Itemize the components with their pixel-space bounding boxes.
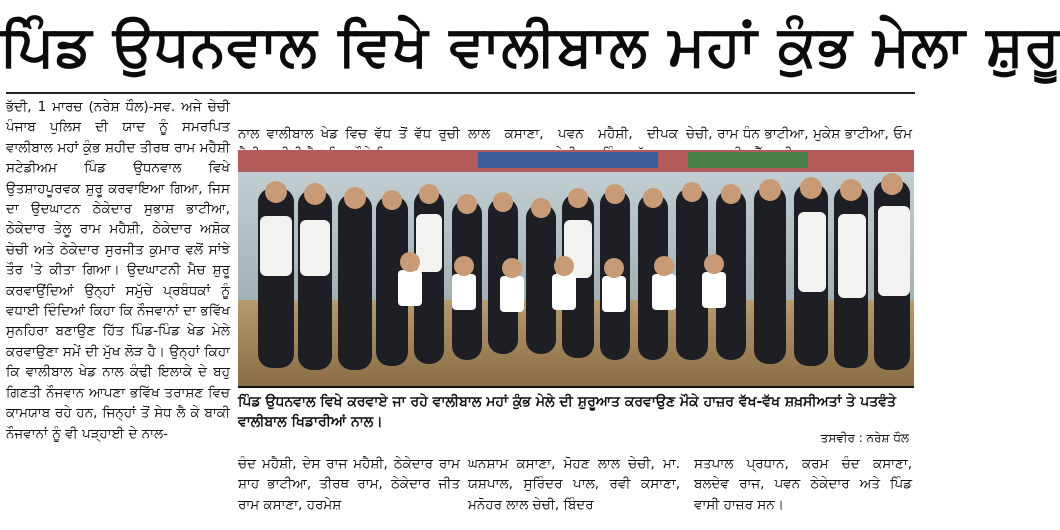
article-text-col3-bottom: ਘਨਸ਼ਾਮ ਕਸਾਣਾ, ਮੋਹਣ ਲਾਲ ਚੇਚੀ, ਮਾ. ਯਸ਼ਪਾਲ, ਸੁਰਿੰਦਰ ਪਾਲ, ਰਵੀ ਕਸਾਣਾ, ਮਨੋਹਰ ਲਾਲ ਚੇਚੀ, ਬਿੰਦਰ xyxy=(468,456,680,513)
photo-credit: ਤਸਵੀਰ : ਨਰੇਸ਼ ਧੌਲ xyxy=(820,431,909,445)
article-column-3-bottom xyxy=(468,454,680,526)
article-text-col3-top: ਲਾਲ ਕਸਾਣਾ, ਪਵਨ ਮਹੈਸ਼ੀ, ਦੀਪਕ xyxy=(468,126,678,142)
headline: ਪਿੰਡ ਉਧਨਵਾਲ ਵਿਖੇ ਵਾਲੀਬਾਲ ਮਹਾਂ ਕੁੰਭ ਮੇਲਾ ਸ਼ੁਰੂ xyxy=(0,14,1060,79)
caption-rule xyxy=(238,386,914,388)
article-column-2-bottom xyxy=(238,454,460,526)
article-text-col2-bottom: ਚੰਦ ਮਹੈਸ਼ੀ, ਦੇਸ ਰਾਜ ਮਹੈਸ਼ੀ, ਠੇਕੇਦਾਰ ਰਾਮ ਸ਼ਾਹ ਭਾਟੀਆ, ਤੀਰਥ ਰਾਮ, ਠੇਕੇਦਾਰ ਜੀਤ ਰਾਮ ਕਸਾਣਾ, ਹਰਮੇਸ਼ xyxy=(238,456,460,513)
news-photo xyxy=(238,150,914,386)
article-column-4-bottom xyxy=(694,454,912,526)
headline-rule xyxy=(6,92,915,94)
article-column-1 xyxy=(6,97,230,527)
photo-caption: ਪਿੰਡ ਉਧਨਵਾਲ ਵਿਖੇ ਕਰਵਾਏ ਜਾ ਰਹੇ ਵਾਲੀਬਾਲ ਮਹਾਂ ਕੁੰਭ ਮੇਲੇ ਦੀ ਸ਼ੁਰੂਆਤ ਕਰਵਾਉਣ ਮੌਕੇ ਹਾਜ਼ਰ ਵੱਖ-ਵੱਖ ਸ਼ਖ਼ਸੀਅਤਾਂ ਤੇ ਪਤਵੰਤੇ ਵਾਲੀਬਾਲ ਖਿਡਾਰੀਆਂ ਨਾਲ। xyxy=(238,394,896,430)
article-text-col2-top: ਨਾਲ ਵਾਲੀਬਾਲ ਖੇਡ ਵਿਚ ਵੱਧ ਤੋਂ ਵੱਧ ਰੁਚੀ xyxy=(238,126,460,142)
article-text-col4-top: ਚੇਚੀ, ਰਾਮ ਧੰਨ ਭਾਟੀਆ, ਮੁਕੇਸ਼ ਭਾਟੀਆ, ਓਮ xyxy=(686,126,912,142)
team-group-photo xyxy=(238,150,914,386)
article-text-col4-bottom: ਸਤਪਾਲ ਪ੍ਰਧਾਨ, ਕਰਮ ਚੰਦ ਕਸਾਣਾ, ਬਲਦੇਵ ਰਾਜ, ਪਵਨ ਠੇਕੇਦਾਰ ਅਤੇ ਪਿੰਡ ਵਾਸੀ ਹਾਜ਼ਰ ਸਨ। xyxy=(694,456,912,513)
article-text-col1: ਭੱਦੀ, 1 ਮਾਰਚ (ਨਰੇਸ਼ ਧੌਲ)-ਸਵ. ਅਜੇ ਚੇਚੀ ਪੰਜਾਬ ਪੁਲਿਸ ਦੀ ਯਾਦ ਨੂੰ ਸਮਰਪਿਤ ਵਾਲੀਬਾਲ ਮਹਾਂ ਕੁੰਭ ਸ਼ਹੀਦ ਤੀਰਥ ਰਾਮ ਮਹੈਸ਼ੀ ਸਟੇਡੀਅਮ ਪਿੰਡ ਉਧਨਵਾਲ ਵਿਖੇ ਉਤਸ਼ਾਹਪੂਰਵਕ ਸ਼ੁਰੂ ਕਰਵਾਇਆ ਗਿਆ, ਜਿਸ ਦਾ ਉਦਘਾਟਨ ਠੇਕੇਦਾਰ ਸੁਭਾਸ਼ ਭਾਟੀਆ, ਠੇਕੇਦਾਰ ਤੇਲੂ ਰਾਮ ਮਹੈਸ਼ੀ, ਠੇਕੇਦਾਰ ਅਸ਼ੋਕ ਚੇਚੀ ਅਤੇ ਠੇਕੇਦਾਰ ਸੁਰਜੀਤ ਕੁਮਾਰ ਵਲੋਂ ਸਾਂਝੇ ਤੌਰ 'ਤੇ ਕੀਤਾ ਗਿਆ। ਉਦਘਾਟਨੀ ਮੈਚ ਸ਼ੁਰੂ ਕਰਵਾਉਂਦਿਆਂ ਉਨ੍ਹਾਂ ਸਮੁੱਚੇ ਪ੍ਰਬੰਧਕਾਂ ਨੂੰ ਵਧਾਈ ਦਿੰਦਿਆਂ ਕਿਹਾ ਕਿ ਨੌਜਵਾਨਾਂ ਦਾ ਭਵਿੱਖ ਸੁਨਹਿਰਾ ਬਣਾਉਣ ਹਿੱਤ ਪਿੰਡ-ਪਿੰਡ ਖੇਡ ਮੇਲੇ ਕਰਵਾਉਣਾ ਸਮੇਂ ਦੀ ਮੁੱਖ ਲੋੜ ਹੈ। ਉਨ੍ਹਾਂ ਕਿਹਾ ਕਿ ਵਾਲੀਬਾਲ ਖੇਡ ਨਾਲ ਕੰਢੀ ਇਲਾਕੇ ਦੇ ਬਹੁ ਗਿਣਤੀ ਨੌਜਵਾਨ ਆਪਣਾ ਭਵਿੱਖ ਤਰਾਸ਼ਣ ਵਿਚ ਕਾਮਯਾਬ ਰਹੇ ਹਨ, ਜਿਨ੍ਹਾਂ ਤੋਂ ਸੇਧ ਲੈ ਕੇ ਬਾਕੀ ਨੌਜਵਾਨਾਂ ਨੂੰ ਵੀ ਪੜ੍ਹਾਈ ਦੇ ਨਾਲ- xyxy=(6,99,230,442)
